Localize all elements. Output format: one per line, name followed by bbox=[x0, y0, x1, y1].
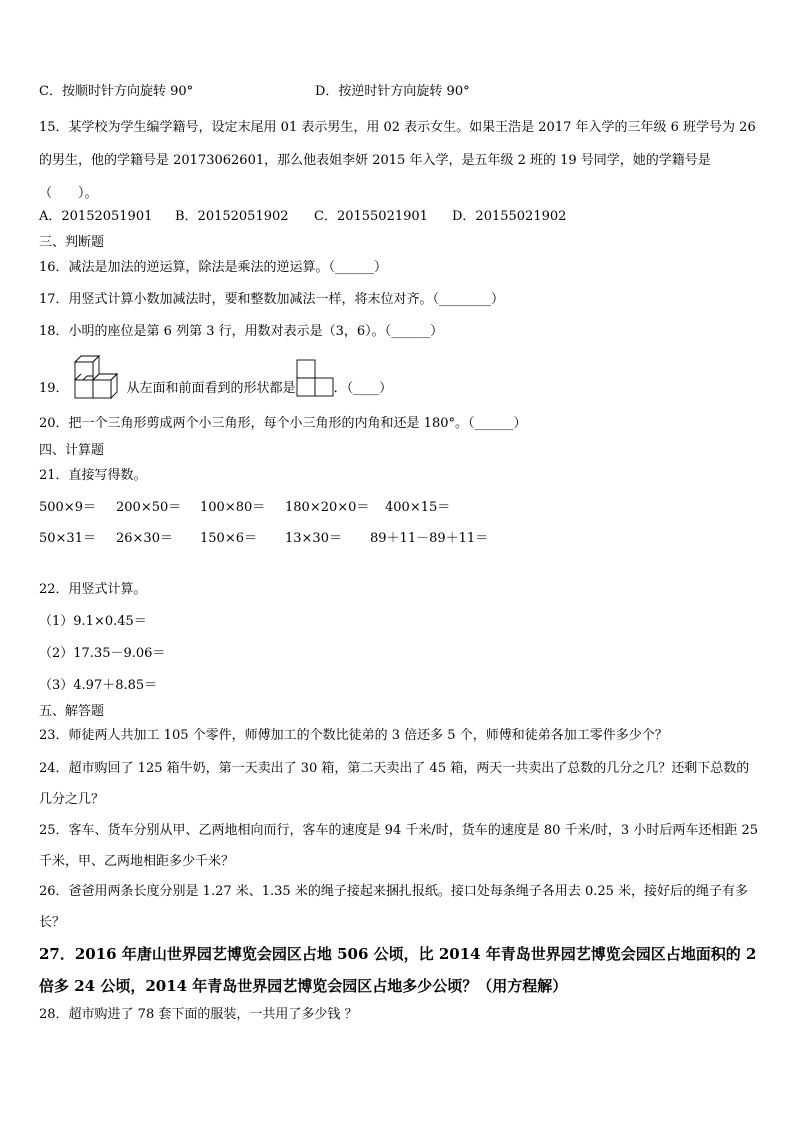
q21-title: 21．直接写得数。 bbox=[39, 468, 147, 483]
calc-item: 13×30＝ bbox=[285, 531, 342, 546]
calc-item: 500×9＝ bbox=[39, 500, 96, 515]
calc-item: 180×20×0＝ bbox=[285, 500, 370, 515]
q14-option-d: D．按逆时针方向旋转 90° bbox=[315, 84, 470, 99]
q18-text: 18．小明的座位是第 6 列第 3 行，用数对表示是（3，6）。（______） bbox=[39, 324, 444, 339]
q26-text: 26．爸爸用两条长度分别是 1.27 米、1.35 米的绳子接起来捆扎报纸。接口处每条绳子各用去 0.25 米，接好后的绳子有多长？ bbox=[39, 884, 749, 930]
calc-item: 50×31＝ bbox=[39, 531, 96, 546]
q19-text-before: 从左面和前面看到的形状都是 bbox=[126, 381, 296, 396]
calc-item: 26×30＝ bbox=[116, 531, 173, 546]
q16-text: 16．减法是加法的逆运算，除法是乘法的逆运算。（______） bbox=[39, 260, 388, 275]
q24-text: 24．超市购回了 125 箱牛奶，第一天卖出了 30 箱，第二天卖出了 45 箱，两天一共卖出了总数的几分之几？还剩下总数的几分之几？ bbox=[39, 761, 750, 807]
q28-text: 28．超市购进了 78 套下面的服装，一共用了多少钱 ？ bbox=[39, 1007, 358, 1022]
q15-option-c: C．20155021901 bbox=[314, 209, 428, 224]
calc-item: 200×50＝ bbox=[116, 500, 182, 515]
q21-row-2 bbox=[39, 530, 488, 548]
q19-text-after: ．（____） bbox=[333, 381, 393, 396]
side-view-shape-figure bbox=[296, 359, 334, 418]
calc-item: 400×15＝ bbox=[385, 500, 451, 515]
q20-text: 20．把一个三角形剪成两个小三角形，每个小三角形的内角和还是 180°。（______） bbox=[39, 416, 527, 431]
q27-text: 27．2016 年唐山世界园艺博览会园区占地 506 公顷，比 2014 年青岛世界园艺博览会园区占地面积的 2 倍多 24 公顷，2014 年青岛世界园艺博览会园区占地多少公顷？（用方程解） bbox=[39, 945, 757, 995]
calc-item: 150×6＝ bbox=[200, 531, 257, 546]
q22-item: （1）9.1×0.45＝ bbox=[39, 614, 147, 629]
q19-number: 19． bbox=[39, 381, 69, 396]
q14-options bbox=[39, 83, 470, 101]
q21-row-1 bbox=[39, 499, 450, 517]
calc-item: 100×80＝ bbox=[200, 500, 266, 515]
calc-item: 89＋11－89＋11＝ bbox=[370, 531, 489, 546]
q22-item: （3）4.97＋8.85＝ bbox=[39, 678, 158, 693]
section-heading-calculation: 四、计算题 bbox=[39, 443, 105, 458]
q14-option-c: C．按顺时针方向旋转 90° bbox=[39, 84, 194, 99]
q22-title: 22．用竖式计算。 bbox=[39, 582, 147, 597]
q15-text: 15．某学校为学生编学籍号，设定末尾用 01 表示男生，用 02 表示女生。如果王浩是 2017 年入学的三年级 6 班学号为 26 的男生，他的学籍号是 20173062601，那么他表姐李妍 2015 年入学，是五年级 2 班的 19 号同学，她的学籍号是（ ）。 bbox=[39, 120, 756, 201]
section-heading-word-problems: 五、解答题 bbox=[39, 704, 105, 719]
q17-text: 17．用竖式计算小数加减法时，要和整数加减法一样，将末位对齐。（________） bbox=[39, 292, 505, 307]
q22-item: （2）17.35－9.06＝ bbox=[39, 646, 166, 661]
q15-options bbox=[39, 208, 566, 226]
q15-option-b: B．20152051902 bbox=[175, 209, 289, 224]
q15-option-a: A．20152051901 bbox=[39, 209, 153, 224]
q23-text: 23．师徒两人共加工 105 个零件，师傅加工的个数比徒弟的 3 倍还多 5 个，师傅和徒弟各加工零件多少个？ bbox=[39, 728, 668, 743]
q15-option-d: D．20155021902 bbox=[452, 209, 567, 224]
section-heading-judgement: 三、判断题 bbox=[39, 235, 105, 250]
q25-text: 25．客车、货车分别从甲、乙两地相向而行，客车的速度是 94 千米/时，货车的速度是 80 千米/时，3 小时后两车还相距 25 千米，甲、乙两地相距多少千米？ bbox=[39, 823, 758, 869]
